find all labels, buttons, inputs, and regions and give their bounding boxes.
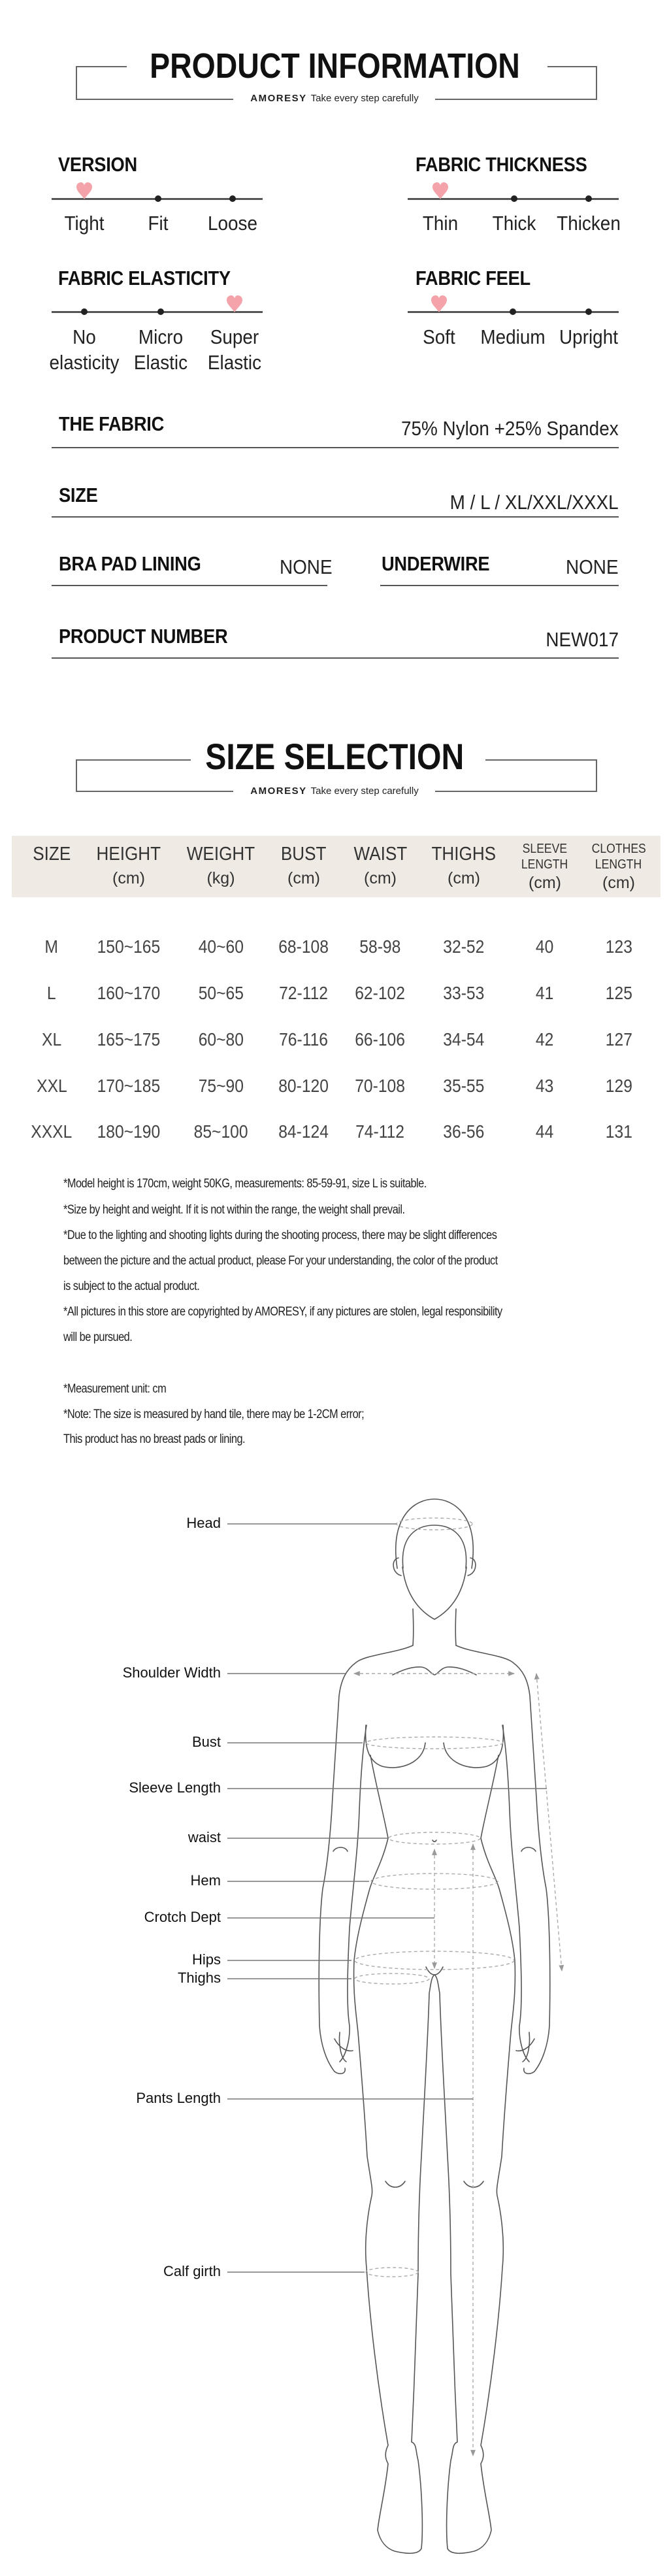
cell-value: 76-116 [279,1029,329,1049]
column-header [421,844,506,888]
measurement-label: Head [186,1515,221,1531]
option-line: No [73,325,96,348]
cell-value: 127 [605,1029,632,1049]
measurement-label: Crotch Dept [144,1909,221,1925]
label-leader-lines [227,1524,547,2272]
note-line: *Measurement unit: cm [63,1382,167,1396]
slider-option-label [125,324,196,375]
table-cell [418,1123,510,1141]
note-line: *Note: The size is measured by hand tile, there may be 1-2CM error; [63,1408,365,1421]
table-cell [418,1031,510,1049]
cell-value: 32-52 [443,936,485,957]
column-header [261,844,346,888]
divider [52,447,619,448]
column-header [9,844,94,865]
table-cell [175,938,267,956]
column-header [576,841,661,893]
option-line: Micro [138,325,184,348]
table-cell [334,1123,426,1141]
slider-title: FABRIC FEEL [416,267,530,289]
cell-value: 43 [536,1076,554,1096]
spec-label: PRODUCT NUMBER [59,625,228,648]
table-cell [83,1031,174,1049]
spec-value: 75% Nylon +25% Spandex [401,417,619,440]
table-cell [573,1031,664,1049]
column-header-label [502,857,587,872]
cell-value: 40~60 [198,936,244,957]
spec-label: THE FABRIC [59,412,165,435]
table-cell [418,938,510,956]
spec-value: NONE [566,555,619,578]
cell-value: 74-112 [355,1121,405,1142]
slider-option-label: Fit [148,212,169,235]
cell-value: 125 [605,983,632,1003]
column-header-label [421,844,506,865]
measurement-label: Shoulder Width [122,1664,221,1681]
slider-option-label: Soft [423,325,455,348]
column-header-label-line: LENGTH [521,857,568,872]
table-cell [175,984,267,1002]
measurement-label: waist [188,1829,221,1845]
cell-value: 68-108 [278,936,329,957]
cell-value: 62-102 [355,983,406,1003]
column-unit: (cm) [529,874,561,892]
slider-stop-dot [157,308,164,315]
body-outline [319,1499,550,2553]
column-header [86,844,171,888]
cell-value: M [44,936,59,957]
table-cell [83,1123,174,1141]
slider-stop-dot [229,195,236,202]
table-cell [573,938,664,956]
divider [380,585,619,586]
cell-value: 70-108 [355,1076,406,1096]
measurement-label: Sleeve Length [129,1779,221,1796]
column-header-label-line: SLEEVE [522,842,568,856]
column-unit: (cm) [364,869,397,887]
slider-stop-dot [585,195,592,202]
column-header-label-text: WEIGHT [186,844,255,865]
cell-value: 40 [536,936,554,957]
spec-label: SIZE [59,484,98,506]
slider-stop-dot [511,195,517,202]
column-header-label-text: THIGHS [431,844,497,865]
cell-value: 72-112 [279,983,329,1003]
slider-option-label: Thick [492,212,536,235]
slider-stop-dot [81,308,88,315]
cell-value: 50~65 [198,983,244,1003]
note-line: *Model height is 170cm, weight 50KG, measurements: 85-59-91, size L is suitable. [63,1177,427,1191]
column-unit: (cm) [448,869,480,887]
section-title: SIZE SELECTION [204,736,465,777]
table-cell [334,1077,426,1095]
spec-value: NONE [280,555,333,578]
note-line: is subject to the actual product. [63,1280,200,1293]
note-line: will be pursued. [63,1330,133,1344]
option-line: Elastic [133,351,188,374]
measurement-label: Pants Length [136,2090,221,2106]
table-cell [334,984,426,1002]
slider-option-label: Thicken [557,212,621,235]
cell-value: 85~100 [193,1121,248,1142]
slider-title: FABRIC THICKNESS [416,153,587,176]
cell-value: 44 [536,1121,554,1142]
slider-option-label: Thin [422,212,459,235]
option-line: elasticity [49,351,120,374]
slider-stop-dot [510,308,516,315]
cell-value: 131 [605,1121,632,1142]
column-header [338,844,423,888]
cell-value: 42 [536,1029,554,1049]
measurement-guides [354,1518,562,2456]
slider-title: FABRIC ELASTICITY [58,267,231,289]
column-header-label [576,841,661,857]
divider [52,516,619,518]
slider-option-label [199,324,270,375]
table-cell [418,984,510,1002]
cell-value: 33-53 [443,983,485,1003]
slider-option-label [49,324,120,375]
slider-option-label: Tight [64,212,105,235]
spec-value: M / L / XL/XXL/XXXL [450,491,619,514]
slider-option-label: Medium [480,325,546,348]
heart-icon [226,295,243,313]
table-cell [418,1077,510,1095]
cell-value: 66-106 [355,1029,406,1049]
table-cell [175,1123,267,1141]
column-header-label [338,844,423,865]
cell-value: 160~170 [97,983,161,1003]
heart-icon [432,182,449,200]
heart-icon [76,182,93,200]
cell-value: 36-56 [443,1121,485,1142]
cell-value: 35-55 [443,1076,485,1096]
spec-label: BRA PAD LINING [59,552,201,575]
column-unit: (kg) [206,869,235,887]
table-cell [83,984,174,1002]
spec-label: UNDERWIRE [382,552,490,575]
option-line: Super [210,325,259,348]
cell-value: L [47,983,56,1003]
cell-value: 165~175 [97,1029,161,1049]
column-header-label-line: LENGTH [595,857,642,872]
column-header-label [502,841,587,857]
column-header-label-text: HEIGHT [96,844,161,865]
column-header-label-text: SIZE [32,844,71,865]
table-cell [83,938,174,956]
column-header-label [261,844,346,865]
cell-value: XXXL [31,1121,73,1142]
column-header-label-text: WAIST [353,844,407,865]
cell-value: 34-54 [443,1029,485,1049]
table-cell [175,1031,267,1049]
cell-value: XXL [36,1076,67,1096]
slider-stop-dot [585,308,592,315]
column-header-label [9,844,94,865]
column-header-label-text: BUST [281,844,327,865]
column-unit: (cm) [112,869,145,887]
column-header-label [178,844,263,865]
table-cell [573,1077,664,1095]
cell-value: 150~165 [97,936,161,957]
note-line: *All pictures in this store are copyrighted by AMORESY, if any pictures are stolen, legal responsibility [63,1305,502,1319]
table-cell [573,1123,664,1141]
page-title: PRODUCT INFORMATION [149,46,520,86]
divider [52,657,619,659]
measurement-label: Calf girth [163,2263,221,2279]
table-cell [83,1077,174,1095]
spec-value: NEW017 [546,628,619,651]
column-header [502,841,587,893]
table-cell [334,1031,426,1049]
column-unit: (cm) [287,869,320,887]
table-cell [175,1077,267,1095]
cell-value: 170~185 [97,1076,161,1096]
cell-value: 129 [605,1076,632,1096]
note-line: *Due to the lighting and shooting lights during the shooting process, there may be slight differences [63,1229,497,1242]
slider-option-label: Loose [207,212,258,235]
cell-value: 84-124 [278,1121,329,1142]
note-line: between the picture and the actual product, please For your understanding, the color of the product [63,1254,498,1268]
note-line: *Size by height and weight. If it is not within the range, the weight shall prevail. [63,1203,405,1217]
column-header-label-line: CLOTHES [591,842,646,856]
tagline: AMORESY Take every step carefully [250,785,419,797]
cell-value: 123 [605,936,632,957]
cell-value: 75~90 [198,1076,244,1096]
cell-value: XL [41,1029,62,1049]
body-measurement-diagram [0,1470,669,2576]
note-line: This product has no breast pads or lining. [63,1432,246,1446]
slider-title: VERSION [58,153,137,176]
cell-value: 60~80 [198,1029,244,1049]
cell-value: 180~190 [97,1121,161,1142]
slider-option-label: Upright [559,325,618,348]
column-header-label [576,857,661,872]
slider-stop-dot [155,195,161,202]
table-cell [573,984,664,1002]
column-header-label [86,844,171,865]
table-cell [334,938,426,956]
divider [52,585,327,586]
cell-value: 58-98 [359,936,401,957]
measurement-label: Hips [191,1951,221,1968]
cell-value: 41 [536,983,554,1003]
measurement-label: Bust [191,1734,221,1750]
measurement-label: Hem [190,1872,221,1889]
cell-value: 80-120 [278,1076,329,1096]
option-line: Elastic [207,351,262,374]
tagline: AMORESY Take every step carefully [250,93,419,104]
column-unit: (cm) [602,874,635,892]
heart-icon [431,295,448,313]
measurement-label: Thighs [177,1970,221,1986]
column-header [178,844,263,888]
